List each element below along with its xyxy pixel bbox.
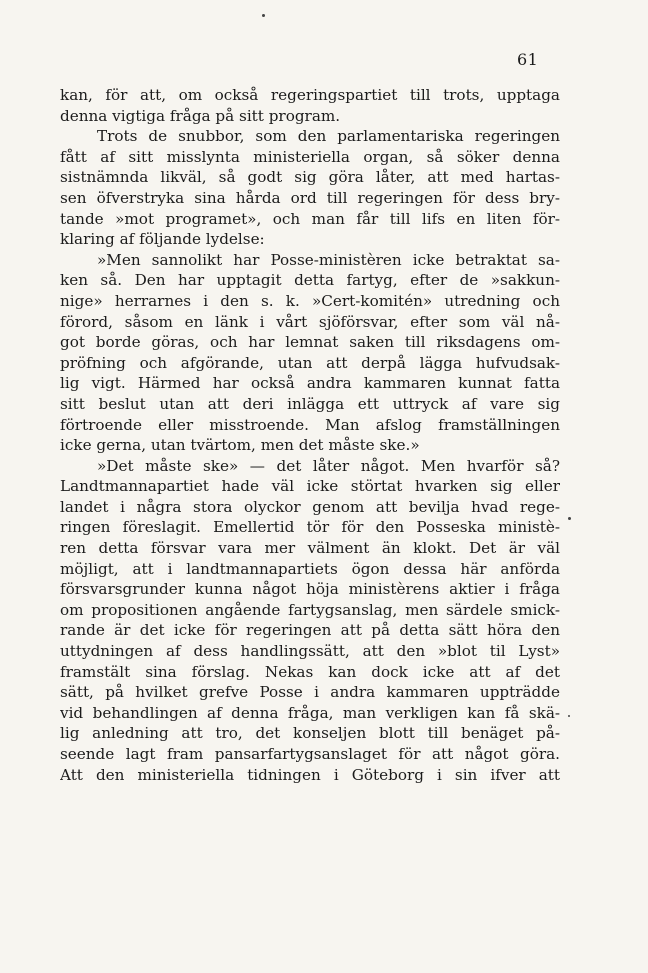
text-line: framstält sina förslag. Nekas kan dock icke att af det: [60, 662, 560, 681]
text-line: lig anledning att tro, det konseljen blott till benäget på-: [60, 724, 560, 743]
text-line: förtroende eller misstroende. Man afslog framställningen: [60, 415, 560, 434]
text-line: om propositionen angående fartygsanslag, men särdele smick-: [60, 600, 560, 619]
text-line: ken så. Den har upptagit detta fartyg, efter de »sakkun-: [60, 271, 560, 290]
text-line: försvarsgrunder kunna något höja ministèrens aktier i fråga: [60, 580, 560, 599]
text-line: ren detta försvar vara mer välment än klokt. Det är väl: [60, 539, 560, 558]
text-line: fått af sitt misslynta ministeriella organ, så söker denna: [60, 147, 560, 166]
text-line: »Men sannolikt har Posse-ministèren icke betraktat sa-: [97, 250, 560, 269]
text-line: sitt beslut utan att deri inlägga ett uttryck af vare sig: [60, 394, 560, 413]
text-line: got borde göras, och har lemnat saken till riksdagens om-: [60, 333, 560, 352]
text-line: sen öfverstryka sina hårda ord till regeringen för dess bry-: [60, 188, 560, 207]
text-line: icke gerna, utan tvärtom, men det måste ske.»: [60, 436, 420, 455]
text-line: uttydningen af dess handlingssätt, att den »blot til Lyst»: [60, 642, 560, 661]
text-line: »Det måste ske» — det låter något. Men hvarför så?: [97, 456, 560, 475]
text-line: vid behandlingen af denna fråga, man verkligen kan få skä-: [60, 703, 560, 722]
print-speck: [262, 14, 265, 17]
text-line: kan, för att, om också regeringspartiet till trots, upptaga: [60, 86, 560, 104]
text-line: möjligt, att i landtmannapartiets ögon dessa här anförda: [60, 559, 560, 578]
text-line: ringen föreslagit. Emellertid tör för den Posseska ministè-: [60, 518, 560, 537]
text-line: tande »mot programet», och man får till lifs en liten för-: [60, 209, 560, 228]
text-line: Landtmannapartiet hade väl icke störtat hvarken sig eller: [60, 477, 560, 496]
text-line: lig vigt. Härmed har också andra kammaren kunnat fatta: [60, 374, 560, 393]
text-line: sistnämnda likväl, så godt sig göra låter, att med hartas-: [60, 168, 560, 187]
text-line: sätt, på hvilket grefve Posse i andra kammaren uppträdde: [60, 683, 560, 702]
print-speck: [568, 715, 570, 717]
body-text: [60, 85, 560, 785]
text-line: Att den ministeriella tidningen i Göteborg i sin ifver att: [60, 765, 560, 784]
text-line: landet i några stora olyckor genom att bevilja hvad rege-: [60, 497, 560, 516]
text-line: seende lagt fram pansarfartygsanslaget för att något göra.: [60, 745, 560, 763]
text-line: förord, såsom en länk i vårt sjöförsvar, efter som väl nå-: [60, 312, 560, 331]
text-line: pröfning och afgörande, utan att derpå lägga hufvudsak-: [60, 353, 560, 372]
text-line: klaring af följande lydelse:: [60, 230, 265, 249]
print-speck: [568, 517, 571, 520]
text-line: Trots de snubbor, som den parlamentariska regeringen: [97, 127, 560, 146]
text-line: denna vigtiga fråga på sitt program.: [60, 106, 341, 125]
text-line: rande är det icke för regeringen att på detta sätt höra den: [60, 621, 560, 640]
text-line: nige» herrarnes i den s. k. »Cert-komitén» utredning och: [60, 291, 560, 310]
page-number: 61: [517, 50, 539, 69]
